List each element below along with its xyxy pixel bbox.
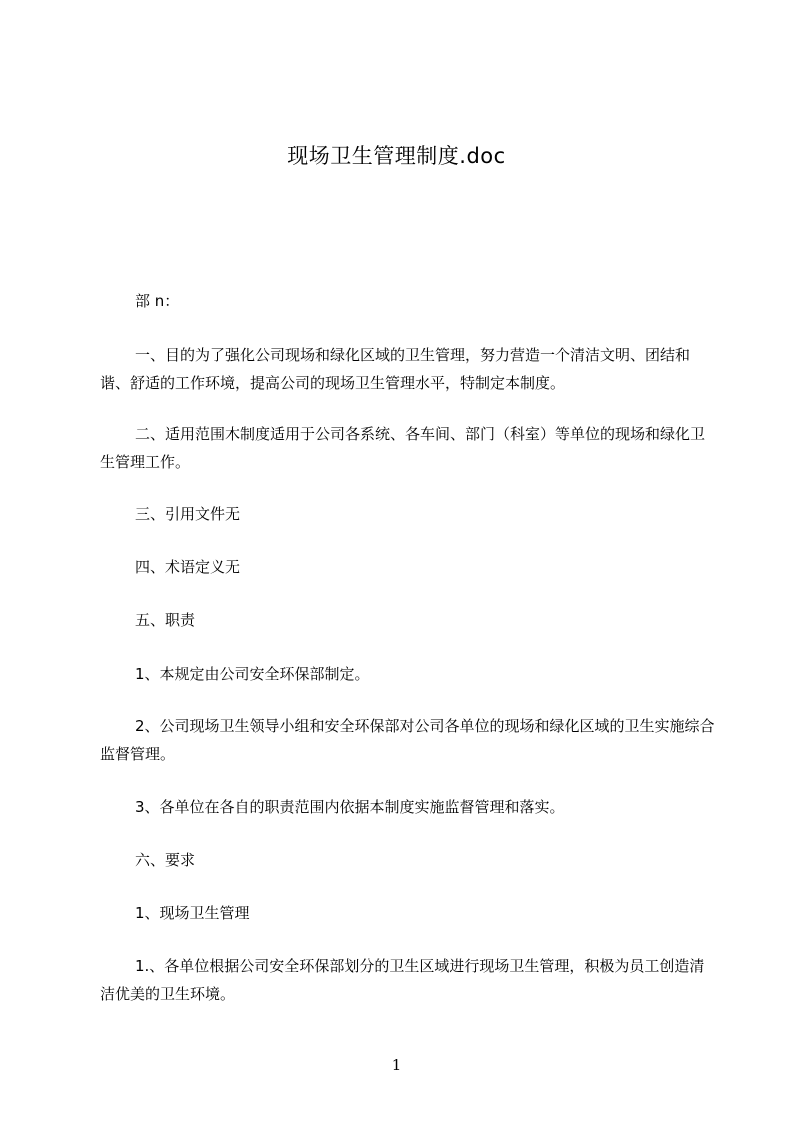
section-label: 部 n：: [135, 292, 180, 310]
paragraph-site-hygiene-1: 1.、各单位根据公司安全环保部划分的卫生区域进行现场卫生管理，积极为员工创造清洁优美的卫生环境。: [100, 957, 705, 1003]
heading-site-hygiene: 1、现场卫生管理: [135, 904, 250, 922]
paragraph-purpose: 一、目的为了强化公司现场和绿化区域的卫生管理，努力营造一个清洁文明、团结和谐、舒适的工作环境，提高公司的现场卫生管理水平，特制定本制度。: [100, 346, 691, 392]
paragraph-definitions: 四、术语定义无: [135, 558, 241, 576]
heading-responsibilities: 五、职责: [135, 611, 196, 629]
paragraph-scope: 二、适用范围木制度适用于公司各系统、各车间、部门（科室）等单位的现场和绿化卫生管理工作。: [100, 425, 706, 471]
document-title: 现场卫生管理制度.doc: [287, 144, 506, 168]
page-number: 1: [391, 1056, 402, 1074]
paragraph-responsibility-3: 3、各单位在各自的职责范围内依据本制度实施监督管理和落实。: [135, 798, 565, 816]
paragraph-responsibility-1: 1、本规定由公司安全环保部制定。: [135, 665, 370, 683]
paragraph-references: 三、引用文件无: [135, 505, 241, 523]
heading-requirements: 六、要求: [135, 851, 196, 869]
paragraph-responsibility-2: 2、公司现场卫生领导小组和安全环保部对公司各单位的现场和绿化区域的卫生实施综合监督管理。: [100, 717, 715, 763]
